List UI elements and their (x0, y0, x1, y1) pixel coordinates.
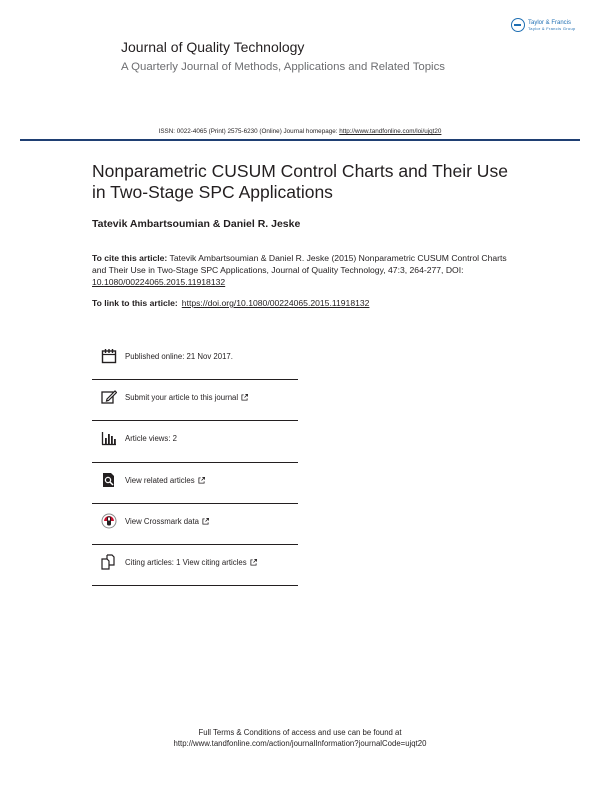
journal-subtitle: A Quarterly Journal of Methods, Applications and Related Topics (121, 61, 445, 73)
citing-articles-icon (101, 554, 117, 570)
citing-articles-label (125, 558, 257, 567)
citing-articles-text: Citing articles: 1 View citing articles (125, 557, 247, 567)
link-block (92, 298, 369, 308)
related-articles-text: View related articles (125, 475, 195, 485)
crossmark-label (125, 517, 209, 526)
article-views-item (92, 421, 298, 462)
article-doi-url[interactable]: https://doi.org/10.1080/00224065.2015.11918132 (181, 298, 370, 308)
submit-article-item[interactable] (92, 380, 298, 421)
submit-article-label (125, 393, 248, 402)
issn-line (0, 128, 600, 135)
bar-chart-icon (101, 430, 117, 446)
link-label: To link to this article: (92, 298, 178, 308)
calendar-icon (101, 348, 117, 364)
citation-block (92, 252, 512, 288)
search-document-icon (101, 472, 117, 488)
article-authors: Tatevik Ambartsoumian & Daniel R. Jeske (92, 218, 301, 230)
submit-article-text: Submit your article to this journal (125, 393, 239, 403)
footer-terms (0, 727, 600, 749)
footer-terms-link[interactable]: http://www.tandfonline.com/action/journalInformation?journalCode=ujqt20 (173, 739, 427, 748)
footer-line-1: Full Terms & Conditions of access and use can be found at (198, 728, 402, 737)
external-link-icon (202, 518, 209, 525)
article-views-label: Article views: 2 (125, 434, 177, 444)
external-link-icon (250, 559, 257, 566)
external-link-icon (198, 477, 205, 484)
article-title: Nonparametric CUSUM Control Charts and Their Use in Two-Stage SPC Applications (92, 161, 508, 202)
crossmark-icon (101, 513, 117, 529)
published-online-label: Published online: 21 Nov 2017. (125, 352, 233, 361)
related-articles-label (125, 476, 205, 485)
external-link-icon (241, 394, 248, 401)
citation-label: To cite this article: (92, 253, 168, 263)
publisher-logo-icon (511, 18, 525, 32)
published-online-item (92, 339, 298, 380)
journal-title: Journal of Quality Technology (121, 39, 305, 55)
article-info-list (92, 339, 298, 586)
publisher-logo[interactable] (511, 16, 586, 34)
journal-homepage-link[interactable]: http://www.tandfonline.com/loi/ujqt20 (339, 128, 442, 135)
header-divider (20, 139, 580, 141)
citing-articles-item[interactable] (92, 545, 298, 586)
crossmark-item[interactable] (92, 504, 298, 545)
citation-text: Tatevik Ambartsoumian & Daniel R. Jeske (2015) Nonparametric CUSUM Control Charts and Their Use in Two-Stage SPC Applications, Journal of Quality Technology, 47:3, 264-277, DOI: (92, 253, 507, 275)
crossmark-text: View Crossmark data (125, 516, 199, 526)
related-articles-item[interactable] (92, 463, 298, 504)
pencil-icon (101, 389, 117, 405)
publisher-subname: Taylor & Francis Group (528, 25, 576, 31)
issn-text: ISSN: 0022-4065 (Print) 2575-6230 (Online) Journal homepage: (158, 128, 340, 135)
citation-doi-link[interactable]: 10.1080/00224065.2015.11918132 (92, 277, 226, 287)
publisher-name: Taylor & Francis (528, 19, 572, 26)
